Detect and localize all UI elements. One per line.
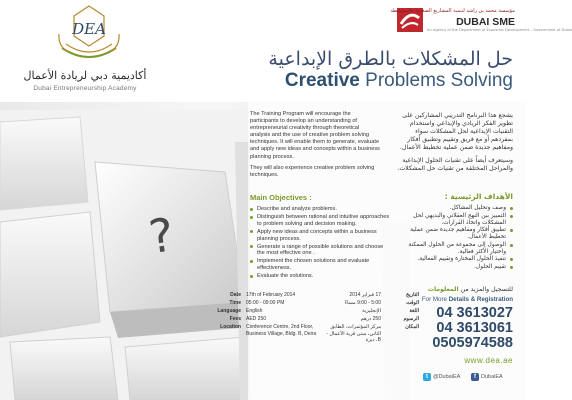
bullet-icon [510, 266, 513, 269]
intro-en-paragraph: The Training Program will encourage the participants to develop an understanding of entrepreneurial creativity through theoretical analysis and the use of creative problem solving techniques. It will enable them to generate, evaluate and apply new ideas and concepts within a business planning process. [250, 111, 380, 160]
phone-number[interactable]: 04 3613061 [436, 320, 513, 336]
academy-logo [32, 4, 152, 114]
bullet-icon [510, 258, 513, 261]
list-item [250, 229, 390, 243]
goal-text-ar: تطبيق أفكار ومفاهيم جديدة ضمن عملية تخطيط الأعمال. [410, 227, 506, 240]
bullet-icon [250, 275, 253, 278]
objectives-list [250, 206, 390, 281]
bullet-icon [510, 229, 513, 232]
objective-text: Evaluate the solutions. [257, 273, 314, 280]
objective-text: Implement the chosen solutions and evaluate effectiveness. [257, 258, 370, 272]
dea-logo-letters: DEA [72, 20, 106, 38]
title-ar-prefix: حل المشكلات [402, 48, 513, 70]
list-item [250, 214, 390, 228]
phone-number[interactable]: 0505974588 [432, 335, 513, 351]
details-label-ar: الرسوم [403, 316, 419, 322]
details-value-ar: 250 درهم [360, 316, 381, 322]
bullet-icon [510, 244, 513, 247]
twitter-icon: t [423, 373, 431, 381]
sme-name-ar: مؤسسة محمد بن راشد لتنمية المشاريع الصغيرة والمتوسطة [390, 8, 515, 14]
list-item [395, 242, 513, 256]
title-ar-suffix: بالطرق الإبداعية [268, 48, 397, 70]
intro-ar-paragraph: وسيتعرف أيضاً على تقنيات الحلول الإبداعية والمراحل المختلفة من تقنيات حل المشكلات. [397, 157, 513, 172]
objectives-title: Main Objectives : [250, 193, 312, 202]
facebook-link[interactable] [471, 372, 503, 382]
list-item [395, 264, 513, 271]
twitter-handle: @DubaiEA [433, 374, 461, 380]
social-links [393, 372, 513, 384]
list-item [250, 273, 390, 280]
title-ar [213, 48, 513, 70]
bullet-icon [250, 230, 253, 233]
bullet-icon [250, 216, 253, 219]
title-en-bold: Creative [284, 70, 360, 91]
list-item [250, 206, 390, 213]
academy-name-en: Dubai Entrepreneurship Academy [33, 85, 137, 92]
list-item [395, 205, 513, 212]
details-label-ar: المكان [405, 324, 419, 330]
details-label: Language [217, 308, 241, 314]
bullet-icon [250, 245, 253, 248]
goal-text-ar: الوصول إلى مجموعة من الحلول الممكنة واختيار الأكثر فعالية. [408, 241, 506, 255]
dea-logo-icon [59, 6, 119, 57]
dubai-sme-logo [390, 6, 572, 36]
details-value-ar: مركز المؤتمرات، الطابق الثاني، مبنى قرية الأعمال - B، ديرة [326, 324, 381, 343]
registration-en-prefix: For More [421, 296, 447, 303]
bullet-icon [510, 215, 513, 218]
registration-ar-bold: المعلومات [427, 286, 459, 293]
details-label: Date [230, 292, 241, 298]
list-item [250, 244, 390, 258]
sme-name-en: DUBAI SME [456, 16, 515, 28]
objective-text: Apply new ideas and concepts within a business planning process. [257, 228, 377, 242]
details-value: 17th of February 2014 [246, 292, 296, 298]
registration-en-bold: Details & Registration [448, 296, 513, 303]
details-label-ar: اللغة [409, 308, 419, 314]
title-en [213, 70, 513, 92]
registration-ar-prefix: للتسجيل والمزيد من [460, 286, 513, 293]
facebook-icon: f [471, 373, 479, 381]
details-label: Location [220, 324, 241, 330]
list-item [395, 256, 513, 263]
goal-text-ar: تنفيذ الحلول المختارة وتقييم الفعالية. [417, 256, 506, 262]
list-item [395, 213, 513, 227]
details-label-ar: التاريخ [406, 292, 419, 298]
intro-en-paragraph: They will also experience creative problem solving techniques. [250, 164, 375, 178]
facebook-handle: DubaiEA [481, 374, 503, 380]
details-value: Conference Centre, 2nd Floor, Business Village, Bldg. B, Deira [246, 324, 317, 337]
twitter-link[interactable] [423, 372, 460, 382]
goal-text-ar: تقييم الحلول. [474, 263, 506, 270]
details-value-ar: الإنجليزية [362, 308, 381, 314]
website-link[interactable]: www.dea.ae [464, 356, 513, 365]
title-en-rest: Problems Solving [365, 70, 513, 91]
details-value-ar: 17 فبراير 2014 [349, 292, 381, 298]
intro-en [250, 111, 380, 183]
bullet-icon [250, 208, 253, 211]
details-label: Fees [229, 316, 241, 322]
goal-text-ar: التمييز بين النهج العقلاني والبديهي لحل المشكلات واتخاذ القرارات. [413, 212, 506, 226]
details-value-ar: 5:00 - 9:00 مساءً [344, 300, 381, 306]
objective-text: Generate a range of possible solutions and choose the most effective one . [257, 243, 384, 257]
details-label-ar: الوقت [406, 300, 419, 306]
details-value: English [246, 308, 263, 314]
bullet-icon [510, 207, 513, 210]
bullet-icon [250, 260, 253, 263]
goals-title-ar: الأهداف الرئيسية : [444, 192, 513, 201]
details-label: Time [229, 300, 241, 306]
intro-ar-paragraph: يشجع هذا البرنامج التدريبي المشاركين على تطوير الفكر الريادي والإبداعي واستخدام التقنيات الإبداعية لحل المشكلات سواء بمفردهم أو مع فريق وتقييم وتطبيق أفكار ومفاهيم جديدة ضمن عملية تخطيط الأعمال. [399, 112, 513, 151]
phone-number[interactable]: 04 3613027 [436, 305, 513, 321]
list-item [250, 258, 390, 272]
goals-list-ar [395, 205, 513, 271]
event-details [205, 292, 425, 362]
details-value: AED 250 [246, 316, 267, 322]
academy-name-ar: أكاديمية دبي لريادة الأعمال [23, 69, 147, 82]
sme-subtitle: An Agency of the Department of Economic Development – Government of Dubai [427, 28, 572, 32]
svg-text:?: ? [145, 207, 178, 265]
objective-text: Distinguish between rational and intuitive approaches to problem solving and decision making. [257, 213, 390, 227]
intro-ar [393, 112, 513, 178]
details-value: 05:00 - 09:00 PM [246, 300, 285, 306]
list-item [395, 227, 513, 241]
goal-text-ar: وصف وتحليل المشاكل. [449, 205, 506, 211]
objective-text: Describe and analyze problems. [257, 206, 337, 212]
